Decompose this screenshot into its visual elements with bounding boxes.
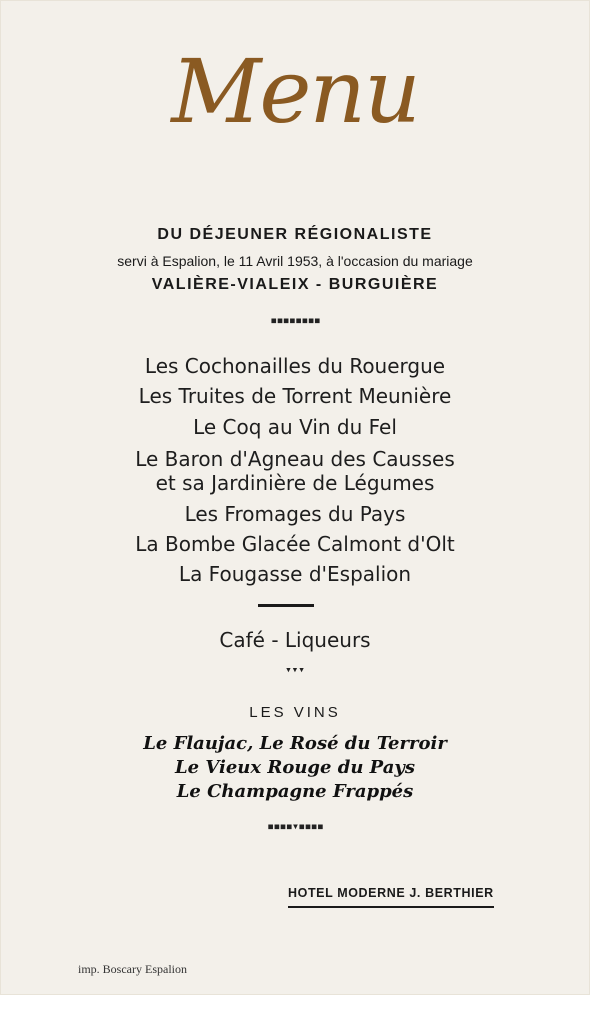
hotel-name: HOTEL MODERNE J. BERTHIER (288, 886, 494, 900)
heading-line-1: DU DÉJEUNER RÉGIONALISTE (157, 226, 433, 243)
coffee-line: Café - Liqueurs (219, 628, 371, 652)
ornament-divider-1: ▪▪▪▪▪▪▪▪ (270, 313, 320, 327)
ornament-divider-3: ▪▪▪▪▾▪▪▪▪ (266, 819, 324, 833)
dish-item: Les Cochonailles du Rouergue (144, 354, 446, 378)
dish-item: Les Truites de Torrent Meunière (138, 384, 452, 408)
wine-item: Le Vieux Rouge du Pays (174, 757, 415, 778)
section-rule (258, 604, 314, 607)
dish-item: Le Coq au Vin du Fel (193, 415, 397, 439)
dish-item: Les Fromages du Pays (184, 502, 406, 526)
dish-item: La Bombe Glacée Calmont d'Olt (135, 532, 455, 556)
menu-title: Menu (171, 40, 419, 143)
ornament-divider-2: ▾▾▾ (285, 663, 305, 676)
heading-line-3: VALIÈRE-VIALEIX - BURGUIÈRE (151, 276, 439, 293)
hotel-underline (288, 906, 494, 908)
dish-item: Le Baron d'Agneau des Causses (135, 447, 455, 471)
printer-credit: imp. Boscary Espalion (78, 962, 187, 976)
wine-item: Le Champagne Frappés (176, 781, 414, 802)
heading-line-2: servi à Espalion, le 11 Avril 1953, à l'occasion du mariage (117, 253, 473, 269)
wine-item: Le Flaujac, Le Rosé du Terroir (143, 733, 447, 754)
dish-item: et sa Jardinière de Légumes (155, 471, 435, 495)
wines-heading: LES VINS (249, 704, 341, 721)
dish-item: La Fougasse d'Espalion (178, 562, 412, 586)
